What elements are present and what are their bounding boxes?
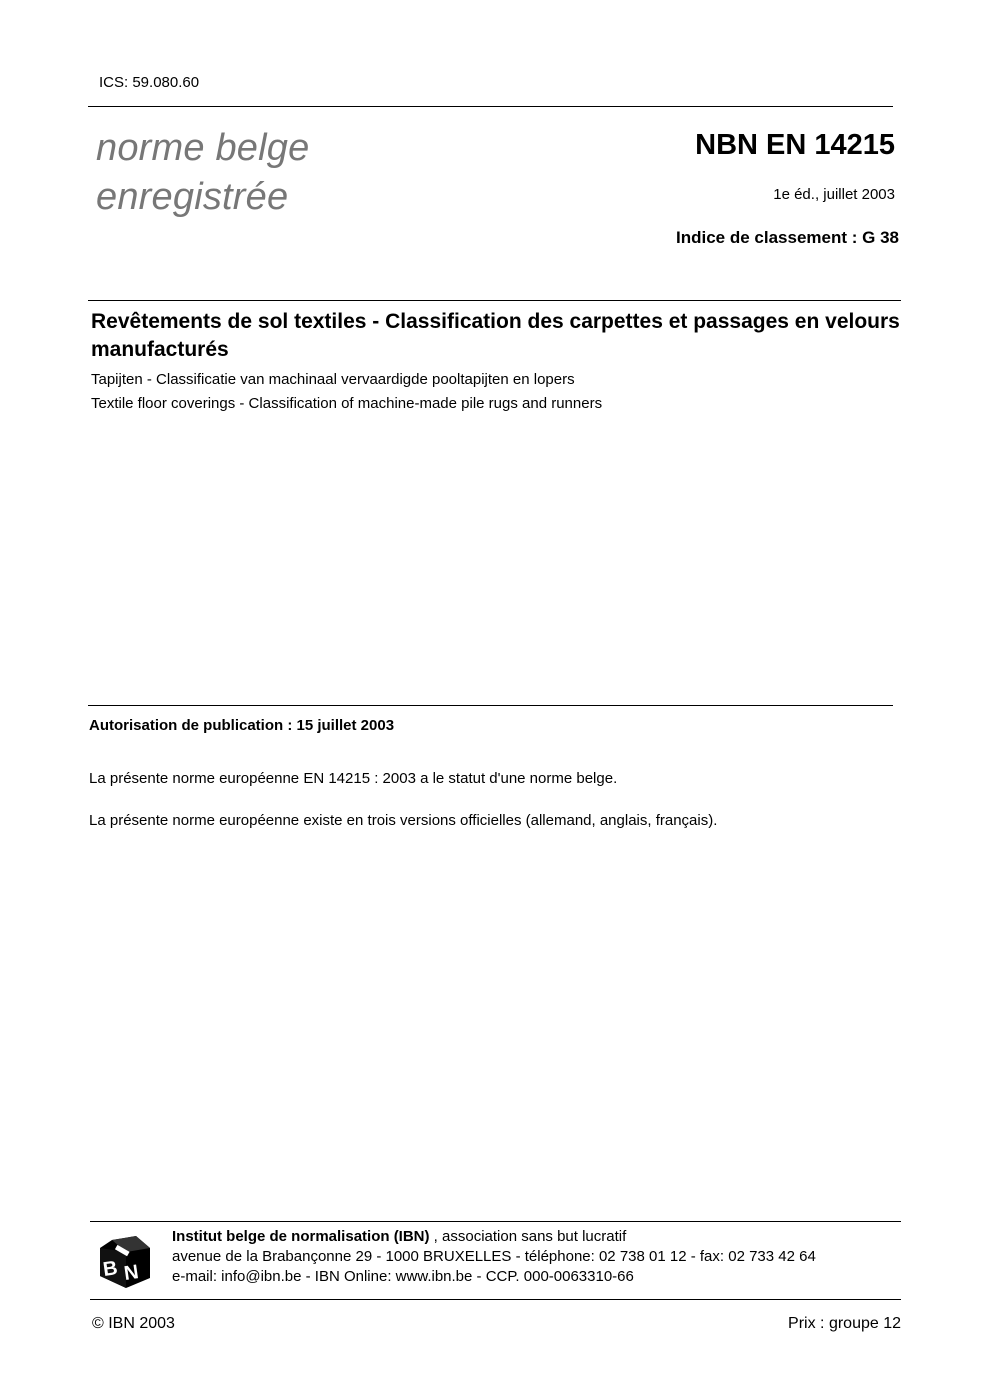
- title-dutch: Tapijten - Classificatie van machinaal vervaardigde pooltapijten en lopers: [91, 371, 575, 388]
- header-rule: [88, 106, 893, 107]
- brand-line-2: enregistrée: [96, 176, 289, 218]
- versions-paragraph: La présente norme européenne existe en trois versions officielles (allemand, anglais, français).: [89, 812, 718, 829]
- footer-bottom-rule: [90, 1299, 901, 1300]
- ibn-logo-icon: [96, 1234, 152, 1290]
- ics-code: ICS: 59.080.60: [99, 74, 200, 91]
- standard-number: NBN EN 14215: [695, 129, 895, 161]
- brand-line-1: norme belge: [96, 127, 310, 169]
- edition: 1e éd., juillet 2003: [773, 186, 895, 203]
- svg-text:B: B: [101, 1257, 120, 1281]
- body-rule: [88, 705, 893, 706]
- footer-top-rule: [90, 1221, 901, 1222]
- svg-text:N: N: [122, 1261, 141, 1285]
- publication-authorisation: Autorisation de publication : 15 juillet 2003: [89, 717, 395, 734]
- title-english: Textile floor coverings - Classification of machine-made pile rugs and runners: [91, 395, 603, 412]
- status-paragraph: La présente norme européenne EN 14215 : 2003 a le statut d'une norme belge.: [89, 770, 618, 787]
- classification-index: Indice de classement : G 38: [676, 228, 899, 247]
- title-rule: [88, 300, 901, 301]
- institute-contact: e-mail: info@ibn.be - IBN Online: www.ibn.be - CCP. 000-0063310-66: [172, 1268, 634, 1285]
- institute-name: Institut belge de normalisation (IBN): [172, 1228, 430, 1245]
- institute-suffix: , association sans but lucratif: [429, 1228, 627, 1245]
- institute-address: avenue de la Brabançonne 29 - 1000 BRUXELLES - téléphone: 02 738 01 12 - fax: 02 733 42 64: [172, 1248, 816, 1265]
- copyright: © IBN 2003: [92, 1315, 175, 1332]
- title-french: Revêtements de sol textiles - Classification des carpettes et passages en velours manufacturés: [91, 310, 900, 361]
- price-group: Prix : groupe 12: [788, 1315, 901, 1332]
- institute-line: [172, 1228, 626, 1245]
